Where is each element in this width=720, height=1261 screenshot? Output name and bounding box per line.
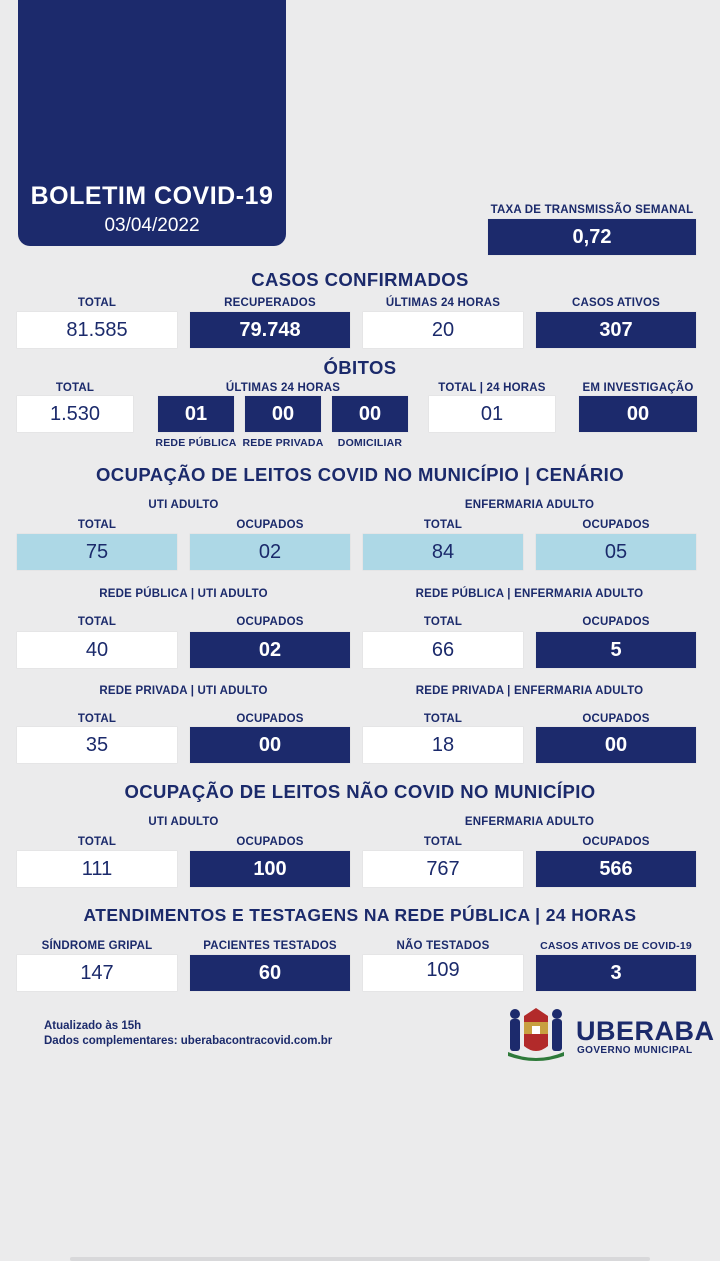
obitos-privada-label: REDE PRIVADA — [242, 437, 324, 449]
priv-uti-total-label: TOTAL — [77, 713, 117, 725]
pub-enf-ocupados-value: 5 — [536, 632, 696, 668]
pub-enf-ocupados-label: OCUPADOS — [582, 616, 650, 628]
priv-enf-ocupados-value: 00 — [536, 727, 696, 763]
footer-updated: Atualizado às 15h — [44, 1020, 142, 1032]
obitos-total-value: 1.530 — [17, 396, 133, 432]
uti-ocupados-value: 02 — [190, 534, 350, 570]
nc-enf-ocupados-value: 566 — [536, 851, 696, 887]
taxa-label: TAXA DE TRANSMISSÃO SEMANAL — [490, 204, 694, 216]
coat-of-arms-icon — [503, 1004, 569, 1064]
uti-ocupados-label: OCUPADOS — [236, 519, 304, 531]
nc-enf-total-value: 767 — [363, 851, 523, 887]
casos-ativos-label: CASOS ATIVOS — [571, 297, 661, 309]
obitos-investigacao-label: EM INVESTIGAÇÃO — [582, 382, 694, 394]
casos-total-value: 81.585 — [17, 312, 177, 348]
nao-testados-label: NÃO TESTADOS — [396, 940, 490, 952]
nc-enf-ocupados-label: OCUPADOS — [582, 836, 650, 848]
obitos-publica-value: 01 — [158, 396, 234, 432]
nc-uti-total-value: 111 — [17, 851, 177, 887]
enf-ocupados-value: 05 — [536, 534, 696, 570]
uti-label: UTI ADULTO — [148, 499, 219, 511]
atendimentos-section-title: ATENDIMENTOS E TESTAGENS NA REDE PÚBLICA | 24 HORAS — [83, 905, 637, 925]
enf-label: ENFERMARIA ADULTO — [464, 499, 595, 511]
priv-uti-total-value: 35 — [17, 727, 177, 763]
sindrome-label: SÍNDROME GRIPAL — [41, 940, 153, 952]
nc-uti-total-label: TOTAL — [77, 836, 117, 848]
obitos-total24-label: TOTAL | 24 HORAS — [438, 382, 546, 394]
atend-ativos-label: CASOS ATIVOS DE COVID-19 — [540, 940, 692, 952]
obitos-section-title: ÓBITOS — [323, 357, 397, 378]
obitos-privada-value: 00 — [245, 396, 321, 432]
priv-uti-label: REDE PRIVADA | UTI ADULTO — [99, 685, 268, 697]
enf-ocupados-label: OCUPADOS — [582, 519, 650, 531]
priv-uti-ocupados-value: 00 — [190, 727, 350, 763]
brand-subtitle: GOVERNO MUNICIPAL — [577, 1045, 693, 1056]
enf-total-value: 84 — [363, 534, 523, 570]
priv-enf-total-value: 18 — [363, 727, 523, 763]
obitos-domiciliar-value: 00 — [332, 396, 408, 432]
priv-enf-ocupados-label: OCUPADOS — [582, 713, 650, 725]
uti-total-value: 75 — [17, 534, 177, 570]
casos-recuperados-label: RECUPERADOS — [224, 297, 316, 309]
obitos-investigacao-value: 00 — [579, 396, 697, 432]
page-title: BOLETIM COVID-19 — [30, 182, 274, 210]
pub-enf-total-label: TOTAL — [423, 616, 463, 628]
priv-enf-label: REDE PRIVADA | ENFERMARIA ADULTO — [415, 685, 644, 697]
nc-enf-label: ENFERMARIA ADULTO — [464, 816, 595, 828]
priv-enf-total-label: TOTAL — [423, 713, 463, 725]
casos-section-title: CASOS CONFIRMADOS — [251, 269, 469, 290]
pub-enf-label: REDE PÚBLICA | ENFERMARIA ADULTO — [415, 588, 644, 600]
nao-testados-value: 109 — [363, 955, 523, 991]
sindrome-value: 147 — [17, 955, 177, 991]
pub-uti-ocupados-label: OCUPADOS — [236, 616, 304, 628]
casos-ultimas-value: 20 — [363, 312, 523, 348]
testados-label: PACIENTES TESTADOS — [203, 940, 337, 952]
casos-total-label: TOTAL — [77, 297, 117, 309]
leitos-covid-section-title: OCUPAÇÃO DE LEITOS COVID NO MUNICÍPIO | CENÁRIO — [96, 464, 624, 485]
taxa-value: 0,72 — [488, 219, 696, 255]
casos-recuperados-value: 79.748 — [190, 312, 350, 348]
uti-total-label: TOTAL — [77, 519, 117, 531]
priv-uti-ocupados-label: OCUPADOS — [236, 713, 304, 725]
pub-uti-total-value: 40 — [17, 632, 177, 668]
pub-enf-total-value: 66 — [363, 632, 523, 668]
brand-name: UBERABA — [576, 1016, 715, 1046]
bulletin-date: 03/04/2022 — [104, 215, 200, 236]
leitos-nao-covid-section-title: OCUPAÇÃO DE LEITOS NÃO COVID NO MUNICÍPIO — [124, 781, 596, 802]
pub-uti-ocupados-value: 02 — [190, 632, 350, 668]
footer-link[interactable]: Dados complementares: uberabacontracovid.com.br — [44, 1035, 333, 1047]
enf-total-label: TOTAL — [423, 519, 463, 531]
pub-uti-total-label: TOTAL — [77, 616, 117, 628]
nc-uti-label: UTI ADULTO — [148, 816, 219, 828]
obitos-ultimas-label: ÚLTIMAS 24 HORAS — [225, 382, 341, 394]
casos-ativos-value: 307 — [536, 312, 696, 348]
atend-ativos-value: 3 — [536, 955, 696, 991]
pub-uti-label: REDE PÚBLICA | UTI ADULTO — [99, 588, 268, 600]
casos-ultimas-label: ÚLTIMAS 24 HORAS — [385, 297, 501, 309]
obitos-domiciliar-label: DOMICILIAR — [337, 437, 403, 449]
testados-value: 60 — [190, 955, 350, 991]
bottom-bar — [70, 1257, 650, 1261]
obitos-publica-label: REDE PÚBLICA — [155, 437, 237, 449]
nc-uti-ocupados-label: OCUPADOS — [236, 836, 304, 848]
nc-uti-ocupados-value: 100 — [190, 851, 350, 887]
obitos-total-label: TOTAL — [55, 382, 95, 394]
nc-enf-total-label: TOTAL — [423, 836, 463, 848]
obitos-total24-value: 01 — [429, 396, 555, 432]
